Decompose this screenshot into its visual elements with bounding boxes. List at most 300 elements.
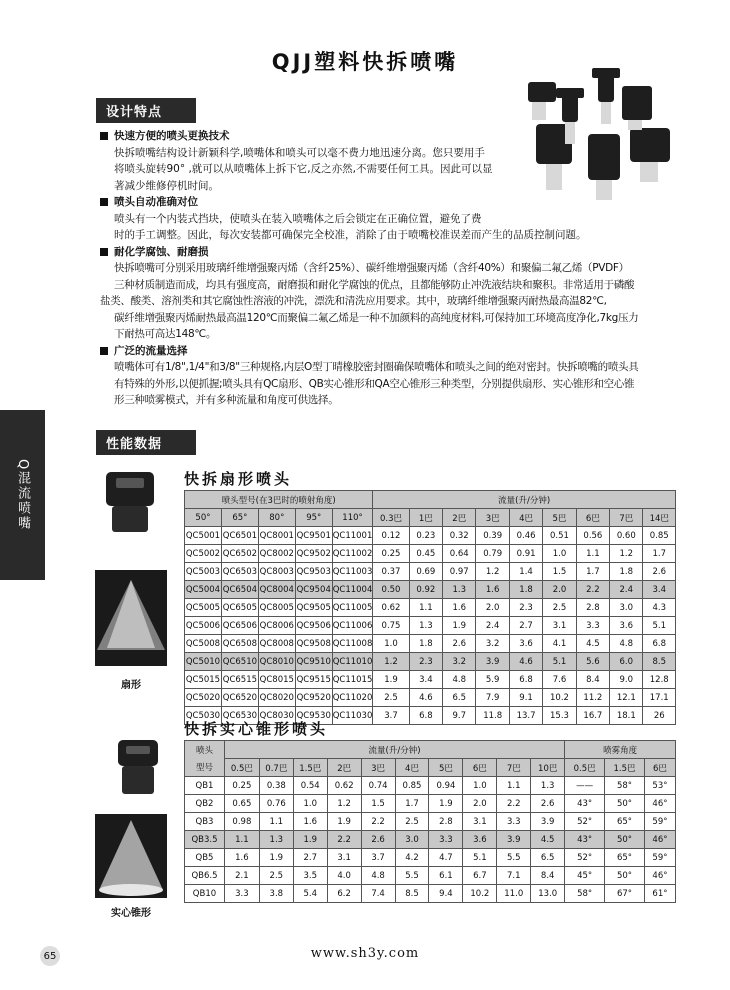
flow-cell: 6.1 (429, 867, 463, 885)
feature-line: 喷头有一个内装式挡块，使喷头在装入喷嘴体之后会锁定在正确位置，避免了费 (114, 212, 482, 225)
flow-cell: 6.8 (409, 707, 442, 725)
model-cell: QC5005 (185, 599, 222, 617)
bullet-square-icon (100, 198, 108, 206)
pressure-header: 10巴 (531, 759, 565, 777)
feature-line: 三种材质制造而成，均具有强度高，耐磨损和耐化学腐蚀的优点，且都能够防止冲洗液结块和聚积。非常适用于磷酸 (114, 278, 635, 291)
flow-cell: 10.2 (543, 689, 576, 707)
flow-cell: 0.60 (610, 527, 643, 545)
flow-cell: 3.1 (463, 813, 497, 831)
angle-cell: 58° (565, 885, 605, 903)
model-cell: QC5003 (185, 563, 222, 581)
flow-cell: 0.98 (224, 813, 259, 831)
flow-cell: 0.25 (373, 545, 409, 563)
flow-cell: 1.1 (497, 777, 531, 795)
model-cell: QC11001 (332, 527, 373, 545)
flow-cell: 6.8 (643, 635, 676, 653)
model-cell: QB3.5 (185, 831, 225, 849)
model-cell: QC9510 (295, 653, 332, 671)
model-cell: QC5030 (185, 707, 222, 725)
model-cell: QC5002 (185, 545, 222, 563)
flow-cell: 1.1 (259, 813, 293, 831)
pressure-header: 6巴 (576, 509, 609, 527)
angle-cell: 61° (644, 885, 675, 903)
flow-cell: 3.7 (361, 849, 395, 867)
flow-cell: 1.8 (610, 563, 643, 581)
model-cell: QC8001 (258, 527, 295, 545)
model-cell: QC11010 (332, 653, 373, 671)
model-cell: QB1 (185, 777, 225, 795)
table-row (185, 527, 676, 545)
pressure-header: 5巴 (429, 759, 463, 777)
model-cell: QB2 (185, 795, 225, 813)
flow-cell: 1.1 (224, 831, 259, 849)
flow-cell: 2.7 (509, 617, 542, 635)
model-cell: QC9504 (295, 581, 332, 599)
model-cell: QC5010 (185, 653, 222, 671)
flow-cell: 0.32 (443, 527, 476, 545)
feature-line: 快拆喷嘴结构设计新颖科学,喷嘴体和喷头可以毫不费力地迅速分离。您只要用手 (114, 146, 485, 159)
angle-cell: 46° (644, 831, 675, 849)
model-header: 喷头 (185, 741, 225, 759)
angle-cell: 59° (644, 813, 675, 831)
flow-cell: 0.69 (409, 563, 442, 581)
flow-cell: 11.8 (476, 707, 509, 725)
model-cell: QC11030 (332, 707, 373, 725)
flow-cell: 0.75 (373, 617, 409, 635)
flow-cell: 1.9 (293, 831, 327, 849)
flow-cell: 3.0 (610, 599, 643, 617)
angle-cell: —— (565, 777, 605, 795)
flow-cell: 0.79 (476, 545, 509, 563)
model-cell: QC6506 (221, 617, 258, 635)
angle-cell: 59° (644, 849, 675, 867)
model-cell: QC5001 (185, 527, 222, 545)
flow-cell: 1.9 (327, 813, 361, 831)
feature-line: 著减少维修停机时间。 (114, 179, 219, 192)
flow-cell: 2.5 (373, 689, 409, 707)
cone-nozzle-photo (112, 738, 164, 798)
flow-cell: 0.37 (373, 563, 409, 581)
feature-title: 广泛的流量选择 (114, 344, 188, 357)
pressure-header: 14巴 (643, 509, 676, 527)
flow-cell: 3.9 (497, 831, 531, 849)
flow-cell: 1.7 (395, 795, 429, 813)
flow-cell: 0.62 (373, 599, 409, 617)
flow-cell: 0.12 (373, 527, 409, 545)
flow-cell: 0.64 (443, 545, 476, 563)
flow-cell: 0.85 (643, 527, 676, 545)
flow-cell: 6.8 (509, 671, 542, 689)
feature-line: 碳纤维增强聚丙烯耐热最高温120℃而聚偏二氟乙烯是一种不加颜料的高纯度材料,可保持加工环境高度净化,7kg压力 (114, 311, 639, 324)
table-row (185, 849, 676, 867)
bullet-square-icon (100, 347, 108, 355)
flow-cell: 3.3 (429, 831, 463, 849)
flow-cell: 0.85 (395, 777, 429, 795)
model-cell: QC8030 (258, 707, 295, 725)
flow-cell: 5.1 (463, 849, 497, 867)
feature-line: 将喷头旋转90° ,就可以从喷嘴体上拆下它,反之亦然,不需要任何工具。因此可以显 (114, 163, 493, 175)
flow-cell: 2.5 (395, 813, 429, 831)
angle-cell: 65° (605, 813, 645, 831)
flow-cell: 1.5 (361, 795, 395, 813)
angle-cell: 46° (644, 795, 675, 813)
model-header: 喷头型号(在3巴时的喷射角度) (185, 491, 373, 509)
flow-cell: 4.3 (643, 599, 676, 617)
flow-cell: 15.3 (543, 707, 576, 725)
flow-cell: 3.4 (409, 671, 442, 689)
feature-item (100, 194, 690, 244)
flow-cell: 16.7 (576, 707, 609, 725)
flow-cell: 3.4 (643, 581, 676, 599)
feature-line: 快拆喷嘴可分别采用玻璃纤维增强聚丙烯（含纤25%）、碳纤维增强聚丙烯（含纤40%）和聚偏二氟乙烯（PVDF） (114, 262, 629, 274)
cone-flow-table (184, 740, 676, 903)
table-row (185, 545, 676, 563)
flow-cell: 8.5 (643, 653, 676, 671)
flow-cell: 6.2 (327, 885, 361, 903)
model-cell: QC8003 (258, 563, 295, 581)
table-row (185, 831, 676, 849)
table-row (185, 777, 676, 795)
flow-cell: 1.3 (443, 581, 476, 599)
flow-cell: 2.4 (476, 617, 509, 635)
flow-cell: 3.3 (576, 617, 609, 635)
angle-cell: 53° (644, 777, 675, 795)
model-cell: QC5015 (185, 671, 222, 689)
flow-cell: 12.1 (610, 689, 643, 707)
model-cell: QC8008 (258, 635, 295, 653)
flow-cell: 9.1 (509, 689, 542, 707)
table-row (185, 581, 676, 599)
flow-cell: 2.1 (224, 867, 259, 885)
model-cell: QC6501 (221, 527, 258, 545)
flow-cell: 0.46 (509, 527, 542, 545)
flow-cell: 3.6 (610, 617, 643, 635)
flow-cell: 2.2 (497, 795, 531, 813)
flow-cell: 2.8 (429, 813, 463, 831)
pressure-header: 7巴 (610, 509, 643, 527)
table-row (185, 689, 676, 707)
pressure-header: 5巴 (543, 509, 576, 527)
flow-cell: 1.3 (409, 617, 442, 635)
table-row (185, 671, 676, 689)
angle-cell: 52° (565, 849, 605, 867)
flow-cell: 3.9 (476, 653, 509, 671)
flow-cell: 3.6 (463, 831, 497, 849)
model-cell: QC5004 (185, 581, 222, 599)
flow-cell: 1.6 (224, 849, 259, 867)
flow-cell: 3.1 (543, 617, 576, 635)
flow-cell: 0.56 (576, 527, 609, 545)
side-tab-label: Q混流喷嘴 (15, 458, 30, 532)
flow-cell: 3.2 (443, 653, 476, 671)
pressure-header: 4巴 (395, 759, 429, 777)
feature-line: 下耐热可高达148℃。 (114, 328, 217, 340)
model-cell: QC8005 (258, 599, 295, 617)
flow-cell: 0.65 (224, 795, 259, 813)
model-cell: QB10 (185, 885, 225, 903)
flow-cell: 1.7 (643, 545, 676, 563)
angle-header: 50° (185, 509, 222, 527)
flow-cell: 2.3 (509, 599, 542, 617)
pressure-header: 0.5巴 (224, 759, 259, 777)
model-cell: QC9530 (295, 707, 332, 725)
flow-cell: 4.5 (531, 831, 565, 849)
flow-cell: 3.2 (476, 635, 509, 653)
flow-cell: 1.0 (293, 795, 327, 813)
flow-cell: 1.2 (610, 545, 643, 563)
flow-cell: 9.7 (443, 707, 476, 725)
flow-cell: 1.2 (373, 653, 409, 671)
flow-cell: 7.1 (497, 867, 531, 885)
model-cell: QC6515 (221, 671, 258, 689)
pressure-header: 0.7巴 (259, 759, 293, 777)
flow-cell: 4.1 (543, 635, 576, 653)
flow-cell: 1.9 (373, 671, 409, 689)
model-cell: QC8020 (258, 689, 295, 707)
flow-cell: 3.9 (531, 813, 565, 831)
model-cell: QC11003 (332, 563, 373, 581)
model-cell: QC9503 (295, 563, 332, 581)
cone-nozzle-subhead: 快拆实心锥形喷头 (184, 720, 329, 738)
flow-cell: 3.0 (395, 831, 429, 849)
flow-cell: 3.7 (373, 707, 409, 725)
flow-cell: 2.2 (576, 581, 609, 599)
fan-caption: 扇形 (121, 680, 141, 691)
feature-title: 耐化学腐蚀、耐磨损 (114, 245, 209, 258)
model-cell: QC11004 (332, 581, 373, 599)
flow-cell: 1.2 (476, 563, 509, 581)
flow-cell: 2.8 (576, 599, 609, 617)
angle-cell: 50° (605, 831, 645, 849)
flow-cell: 0.38 (259, 777, 293, 795)
flow-cell: 3.6 (509, 635, 542, 653)
flow-cell: 18.1 (610, 707, 643, 725)
flow-cell: 26 (643, 707, 676, 725)
model-cell: QC8010 (258, 653, 295, 671)
angle-header: 80° (258, 509, 295, 527)
table-row (185, 599, 676, 617)
flow-cell: 5.6 (576, 653, 609, 671)
flow-cell: 6.5 (531, 849, 565, 867)
feature-item (100, 343, 690, 409)
flow-cell: 5.5 (395, 867, 429, 885)
model-cell: QC11008 (332, 635, 373, 653)
side-tab (0, 410, 45, 580)
flow-cell: 1.8 (409, 635, 442, 653)
model-cell: QC9508 (295, 635, 332, 653)
angle-cell: 67° (605, 885, 645, 903)
flow-cell: 8.4 (576, 671, 609, 689)
flow-cell: 2.2 (327, 831, 361, 849)
model-cell: QB3 (185, 813, 225, 831)
feature-title: 快速方便的喷头更换技术 (114, 130, 230, 142)
model-cell: QC6502 (221, 545, 258, 563)
flow-cell: 2.6 (361, 831, 395, 849)
model-cell: QC11005 (332, 599, 373, 617)
flow-cell: 17.1 (643, 689, 676, 707)
flow-cell: 1.9 (259, 849, 293, 867)
feature-title: 喷头自动准确对位 (114, 196, 198, 208)
flow-cell: 8.5 (395, 885, 429, 903)
model-cell: QC9506 (295, 617, 332, 635)
feature-item (100, 244, 690, 343)
table-row (185, 795, 676, 813)
model-cell: QC8006 (258, 617, 295, 635)
flow-cell: 5.9 (476, 671, 509, 689)
flow-cell: 5.4 (293, 885, 327, 903)
flow-cell: 4.2 (395, 849, 429, 867)
flow-cell: 6.5 (443, 689, 476, 707)
pressure-header: 2巴 (443, 509, 476, 527)
flow-cell: 4.8 (361, 867, 395, 885)
model-cell: QC8015 (258, 671, 295, 689)
pressure-header: 3巴 (476, 509, 509, 527)
flow-cell: 2.6 (643, 563, 676, 581)
flow-cell: 5.1 (643, 617, 676, 635)
pressure-header: 7巴 (497, 759, 531, 777)
model-header: 型号 (185, 759, 225, 777)
angle-cell: 43° (565, 795, 605, 813)
flow-cell: 0.91 (509, 545, 542, 563)
pressure-header: 0.3巴 (373, 509, 409, 527)
angle-cell: 46° (644, 867, 675, 885)
flow-cell: 7.9 (476, 689, 509, 707)
flow-cell: 5.1 (543, 653, 576, 671)
flow-cell: 1.6 (476, 581, 509, 599)
pressure-header: 3巴 (361, 759, 395, 777)
flow-cell: 12.8 (643, 671, 676, 689)
table-row (185, 617, 676, 635)
feature-line: 形三种喷雾模式，并有多种流量和角度可供选择。 (114, 394, 339, 406)
flow-cell: 0.74 (361, 777, 395, 795)
model-cell: QC6530 (221, 707, 258, 725)
model-cell: QC5020 (185, 689, 222, 707)
flow-header: 流量(升/分钟) (224, 741, 564, 759)
model-cell: QC11020 (332, 689, 373, 707)
flow-cell: 1.3 (259, 831, 293, 849)
performance-header: 性能数据 (96, 430, 196, 455)
flow-cell: 1.0 (543, 545, 576, 563)
model-cell: QC9505 (295, 599, 332, 617)
angle-header: 110° (332, 509, 373, 527)
flow-cell: 1.3 (531, 777, 565, 795)
pressure-header: 1巴 (409, 509, 442, 527)
model-cell: QC11015 (332, 671, 373, 689)
model-cell: QB5 (185, 849, 225, 867)
flow-cell: 1.1 (576, 545, 609, 563)
pressure-header: 1.5巴 (293, 759, 327, 777)
table-row (185, 635, 676, 653)
flow-cell: 0.50 (373, 581, 409, 599)
model-cell: QC6504 (221, 581, 258, 599)
feature-list (100, 128, 690, 409)
flow-cell: 2.0 (543, 581, 576, 599)
model-cell: QC8002 (258, 545, 295, 563)
flow-cell: 1.1 (409, 599, 442, 617)
flow-cell: 1.5 (543, 563, 576, 581)
flow-cell: 2.5 (259, 867, 293, 885)
design-features-header: 设计特点 (96, 98, 196, 123)
angle-cell: 50° (605, 795, 645, 813)
flow-cell: 1.4 (509, 563, 542, 581)
table-row (185, 563, 676, 581)
angle-pressure-header: 1.5巴 (605, 759, 645, 777)
angle-pressure-header: 6巴 (644, 759, 675, 777)
angle-cell: 50° (605, 867, 645, 885)
flow-cell: 5.5 (497, 849, 531, 867)
flow-cell: 0.45 (409, 545, 442, 563)
flow-cell: 2.0 (463, 795, 497, 813)
flow-cell: 11.2 (576, 689, 609, 707)
flow-cell: 6.7 (463, 867, 497, 885)
angle-cell: 52° (565, 813, 605, 831)
fan-nozzle-photo (100, 468, 160, 538)
spray-angle-header: 喷雾角度 (565, 741, 676, 759)
model-cell: QC11006 (332, 617, 373, 635)
flow-cell: 11.0 (497, 885, 531, 903)
flow-cell: 10.2 (463, 885, 497, 903)
flow-cell: 1.0 (463, 777, 497, 795)
fan-spray-photo (95, 570, 167, 666)
model-cell: QC9515 (295, 671, 332, 689)
flow-cell: 4.8 (610, 635, 643, 653)
angle-cell: 58° (605, 777, 645, 795)
angle-pressure-header: 0.5巴 (565, 759, 605, 777)
flow-cell: 1.9 (443, 617, 476, 635)
flow-cell: 0.94 (429, 777, 463, 795)
flow-cell: 1.7 (576, 563, 609, 581)
model-cell: QC6508 (221, 635, 258, 653)
model-cell: QC6503 (221, 563, 258, 581)
flow-cell: 1.6 (443, 599, 476, 617)
website-url: www.sh3y.com (310, 946, 420, 961)
flow-cell: 4.5 (576, 635, 609, 653)
table-row (185, 653, 676, 671)
flow-cell: 7.4 (361, 885, 395, 903)
feature-line: 时的手工调整。因此，每次安装都可确保完全校准，消除了由于喷嘴校准误差而产生的品质控制问题。 (114, 229, 587, 241)
flow-cell: 1.9 (429, 795, 463, 813)
bullet-square-icon (100, 132, 108, 140)
flow-cell: 2.0 (476, 599, 509, 617)
flow-cell: 2.6 (443, 635, 476, 653)
flow-cell: 9.0 (610, 671, 643, 689)
angle-header: 65° (221, 509, 258, 527)
model-cell: QC6505 (221, 599, 258, 617)
angle-cell: 65° (605, 849, 645, 867)
model-cell: QC9501 (295, 527, 332, 545)
flow-cell: 13.7 (509, 707, 542, 725)
flow-cell: 3.3 (497, 813, 531, 831)
bullet-square-icon (100, 248, 108, 256)
flow-cell: 2.2 (361, 813, 395, 831)
model-cell: QC9520 (295, 689, 332, 707)
angle-cell: 45° (565, 867, 605, 885)
flow-cell: 0.23 (409, 527, 442, 545)
model-cell: QC8004 (258, 581, 295, 599)
flow-cell: 1.6 (293, 813, 327, 831)
flow-cell: 4.7 (429, 849, 463, 867)
page-number: 65 (40, 946, 60, 966)
flow-cell: 1.8 (509, 581, 542, 599)
cone-spray-photo (95, 814, 167, 898)
pressure-header: 2巴 (327, 759, 361, 777)
model-cell: QB6.5 (185, 867, 225, 885)
flow-cell: 2.5 (543, 599, 576, 617)
flow-cell: 0.54 (293, 777, 327, 795)
table-row (185, 867, 676, 885)
flow-cell: 9.4 (429, 885, 463, 903)
model-cell: QC6510 (221, 653, 258, 671)
